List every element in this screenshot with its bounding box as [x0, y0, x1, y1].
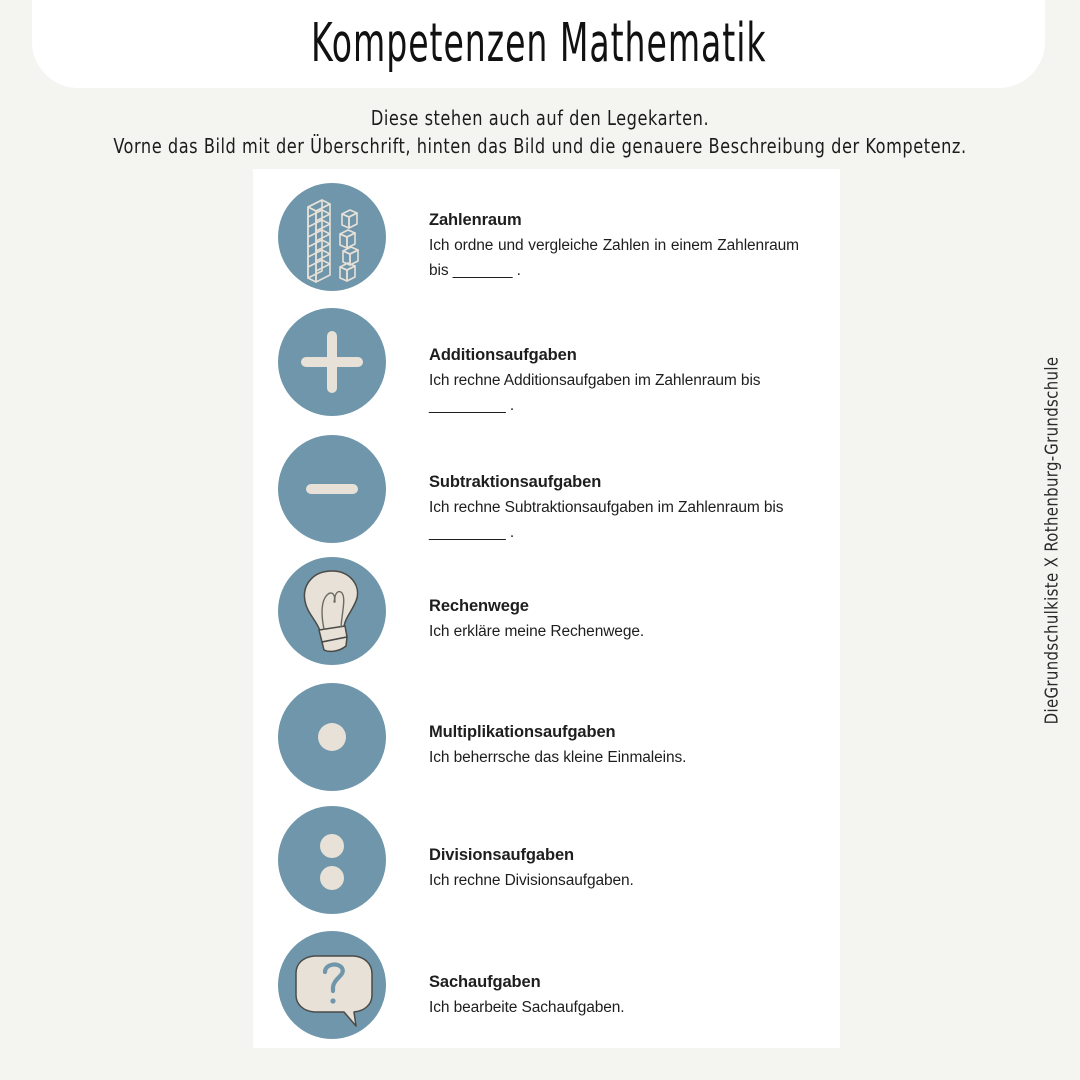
- competency-text: [429, 344, 809, 418]
- competency-description: Ich erkläre meine Rechenwege.: [429, 623, 645, 640]
- competency-title: Additionsaufgaben: [429, 346, 577, 364]
- competency-title: Rechenwege: [429, 597, 529, 615]
- multiplication-dot-icon: [278, 683, 386, 791]
- competency-description: Ich rechne Subtraktionsaufgaben im Zahlenraum bis _________ .: [429, 499, 784, 541]
- side-credit: [1022, 0, 1080, 1080]
- competency-description: Ich beherrsche das kleine Einmaleins.: [429, 749, 687, 766]
- competency-list: [253, 183, 840, 1048]
- list-item: [253, 557, 840, 681]
- subtitle-line-2: Vorne das Bild mit der Überschrift, hinten das Bild und die genauere Beschreibung der Kompetenz.: [113, 134, 967, 158]
- competency-description: Ich ordne und vergleiche Zahlen in einem Zahlenraum bis _______ .: [429, 237, 799, 279]
- lightbulb-icon: [278, 557, 386, 665]
- competency-title: Zahlenraum: [429, 211, 522, 229]
- list-item: [253, 435, 840, 559]
- list-item: [253, 683, 840, 807]
- competency-text: [429, 971, 809, 1020]
- list-item: [253, 308, 840, 432]
- competency-title: Multiplikationsaufgaben: [429, 723, 616, 741]
- plus-icon: [278, 308, 386, 416]
- minus-icon: [278, 435, 386, 543]
- page-title: Kompetenzen Mathematik: [310, 11, 767, 74]
- competency-text: [429, 844, 809, 893]
- subtitle-block: [0, 104, 1080, 160]
- header-card: [32, 0, 1045, 88]
- division-two-dots-icon: [278, 806, 386, 914]
- competency-text: [429, 721, 809, 770]
- side-credit-text: DieGrundschulkiste X Rothenburg-Grundschule: [1041, 356, 1063, 724]
- competency-title: Divisionsaufgaben: [429, 846, 574, 864]
- list-item: [253, 806, 840, 930]
- competency-title: Subtraktionsaufgaben: [429, 473, 602, 491]
- competency-card: [253, 169, 840, 1048]
- competency-text: [429, 209, 809, 283]
- competency-text: [429, 471, 809, 545]
- competency-description: Ich rechne Divisionsaufgaben.: [429, 872, 634, 889]
- base-ten-rod-and-cubes-icon: [278, 183, 386, 291]
- subtitle-line-1: Diese stehen auch auf den Legekarten.: [370, 106, 710, 130]
- competency-description: Ich bearbeite Sachaufgaben.: [429, 999, 625, 1016]
- competency-title: Sachaufgaben: [429, 973, 541, 991]
- competency-text: [429, 595, 809, 644]
- list-item: [253, 931, 840, 1055]
- list-item: [253, 183, 840, 307]
- competency-description: Ich rechne Additionsaufgaben im Zahlenraum bis _________ .: [429, 372, 761, 414]
- speech-bubble-question-icon: [278, 931, 386, 1039]
